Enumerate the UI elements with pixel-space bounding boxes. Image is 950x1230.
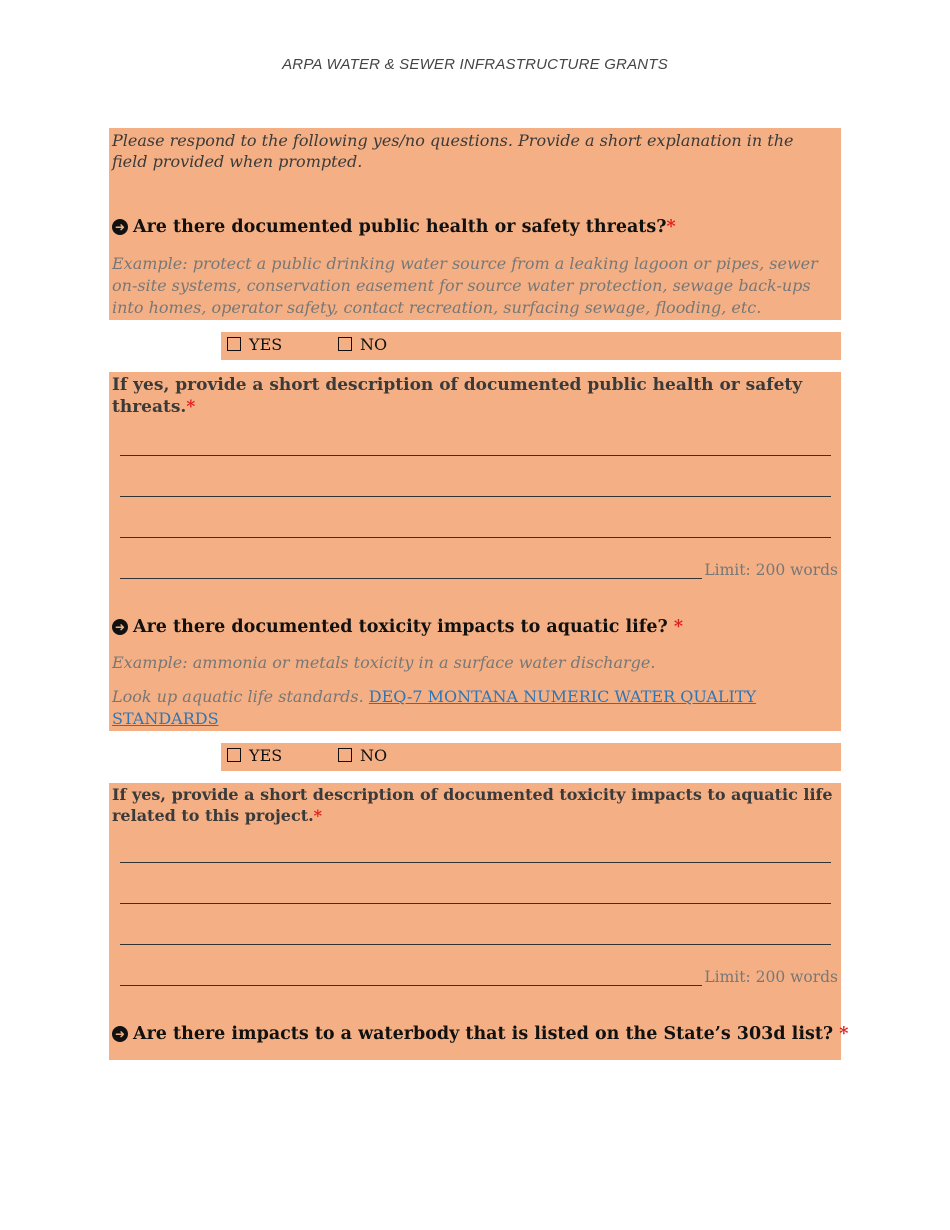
question-3 (112, 1024, 848, 1044)
required-mark: * (839, 1024, 849, 1044)
question-1-text: Are there documented public health or safety threats? (133, 217, 667, 237)
question-2-text: Are there documented toxicity impacts to aquatic life? (133, 617, 668, 637)
no-label: NO (360, 335, 388, 354)
checkbox-icon (338, 748, 352, 762)
followup-1-label: If yes, provide a short description of documented public health or safety threats. (112, 375, 803, 417)
word-limit: Limit: 200 words (704, 968, 838, 986)
lookup-text: Look up aquatic life standards. (112, 687, 364, 706)
deq7-standards-link[interactable]: DEQ-7 MONTANA NUMERIC WATER QUALITY STANDARDS (112, 687, 757, 728)
checkbox-icon (227, 748, 241, 762)
required-mark: * (313, 806, 323, 825)
arrow-right-icon: ➜ (112, 1026, 128, 1042)
question-3-text: Are there impacts to a waterbody that is listed on the State’s 303d list? (133, 1024, 834, 1044)
followup-1-text (112, 374, 836, 418)
required-mark: * (186, 397, 196, 417)
question-1-section (109, 128, 841, 320)
arrow-right-icon: ➜ (112, 219, 128, 235)
question-1-example: Example: protect a public drinking water source from a leaking lagoon or pipes, sewer on-site systems, conservation easement for source water protection, sewage back-ups into homes, operator safety, contact recreation, surfacing sewage, flooding, etc. (112, 254, 818, 317)
answer-line-4[interactable] (120, 578, 702, 579)
no-checkbox[interactable] (338, 335, 387, 354)
followup-1-section (109, 372, 841, 585)
no-label: NO (360, 746, 388, 765)
checkbox-icon (338, 337, 352, 351)
page-header: ARPA WATER & SEWER INFRASTRUCTURE GRANTS (282, 56, 668, 73)
question-2-lookup (112, 686, 840, 730)
answer-line-2[interactable] (120, 903, 831, 904)
answer-line-3[interactable] (120, 537, 831, 538)
answer-line-1[interactable] (120, 862, 831, 863)
followup-2-label: If yes, provide a short description of documented toxicity impacts to aquatic life related to this project. (112, 785, 833, 825)
word-limit: Limit: 200 words (704, 561, 838, 579)
question-1 (112, 217, 676, 237)
checkbox-icon (227, 337, 241, 351)
yes-checkbox[interactable] (227, 335, 282, 354)
arrow-right-icon: ➜ (112, 619, 128, 635)
question-2-example: Example: ammonia or metals toxicity in a surface water discharge. (112, 653, 656, 672)
question-2-section (109, 585, 841, 731)
question-1-checkboxes (221, 332, 841, 360)
yes-label: YES (249, 335, 283, 354)
followup-2-section (109, 783, 849, 1060)
followup-2-text (112, 784, 836, 826)
answer-line-4[interactable] (120, 985, 702, 986)
answer-line-3[interactable] (120, 944, 831, 945)
intro-text: Please respond to the following yes/no questions. Provide a short explanation in the field provided when prompted. (112, 131, 794, 171)
no-checkbox[interactable] (338, 746, 387, 765)
required-mark: * (673, 617, 683, 637)
yes-label: YES (249, 746, 283, 765)
question-2-checkboxes (221, 743, 841, 771)
question-2 (112, 617, 683, 637)
answer-line-1[interactable] (120, 455, 831, 456)
yes-checkbox[interactable] (227, 746, 282, 765)
answer-line-2[interactable] (120, 496, 831, 497)
required-mark: * (666, 217, 676, 237)
